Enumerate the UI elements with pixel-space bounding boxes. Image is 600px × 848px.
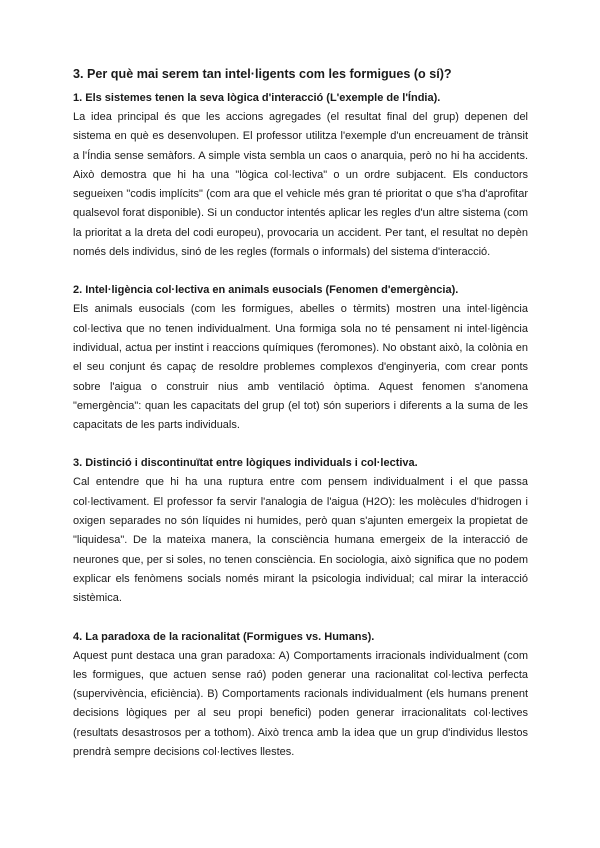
section-4 [73, 628, 528, 763]
section-2 [73, 281, 528, 435]
section-body: Cal entendre que hi ha una ruptura entre com pensem individualment i el que passa col·lectivament. El professor fa servir l'analogia de l'aigua (H2O): les molècules d'hidrogen i oxigen separades no són líquides ni humides, però quan s'ajunten emergeix la propietat de "liquidesa". De la mateixa manera, la consciència humana emergeix de la interacció de neurones que, per si soles, no tenen consciència. En sociologia, això significa que no podem explicar els fenòmens socials només mirant la psicologia individual; cal mirar la interacció sistèmica. [73, 476, 528, 605]
section-body: Els animals eusocials (com les formigues, abelles o tèrmits) mostren una intel·ligència col·lectiva que no tenen individualment. Una formiga sola no té pensament ni intel·ligència individual, actua per instint i reaccions químiques (feromones). No obstant això, la colònia en el seu conjunt és capaç de resoldre problemes complexos d'enginyeria, com crear ponts sobre l'aigua o construir nius amb ventilació òptima. Aquest fenomen s'anomena "emergència": quan les capacitats del grup (el tot) són superiors i diferents a la suma de les capacitats de les parts individuals. [73, 303, 528, 432]
section-heading: 2. Intel·ligència col·lectiva en animals eusocials (Fenomen d'emergència). [73, 284, 459, 297]
section-body: La idea principal és que les accions agregades (el resultat final del grup) depenen del sistema en què es desenvolupen. El professor utilitza l'exemple d'un encreuament de trànsit a l'Índia sense semàfors. A simple vista sembla un caos o anarquia, però no hi ha accidents. Això demostra que hi ha una "lògica col·lectiva" o un ordre subjacent. Els conductors segueixen "codis implícits" (com ara que el vehicle més gran té prioritat o que s'ha d'aprofitar qualsevol forat disponible). Si un conductor intentés aplicar les regles d'un altre sistema (com la prioritat a la dreta del codi europeu), provocaria un accident. Per tant, el resultat no depèn només dels individus, sinó de les regles (formals o informals) del sistema d'interacció. [73, 111, 528, 259]
page-title: 3. Per què mai serem tan intel·ligents com les formigues (o sí)? [73, 67, 452, 81]
section-body: Aquest punt destaca una gran paradoxa: A) Comportaments irracionals individualment (com les formigues, que actuen sense raó) poden generar una racionalitat col·lectiva perfecta (supervivència, eficiència). B) Comportaments racionals individualment (els humans prenent decisions lògiques per al seu propi benefici) poden generar irracionalitats col·lectives (resultats desastrosos per a tothom). Això trenca amb la idea que un grup d'individus llestos prendrà sempre decisions col·lectives llestes. [73, 649, 528, 759]
section-heading: 4. La paradoxa de la racionalitat (Formigues vs. Humans). [73, 630, 375, 643]
section-heading: 1. Els sistemes tenen la seva lògica d'interacció (L'exemple de l'Índia). [73, 92, 441, 104]
section-3 [73, 454, 528, 608]
document-content [73, 66, 528, 762]
section-heading: 3. Distinció i discontinuïtat entre lògiques individuals i col·lectiva. [73, 457, 418, 470]
section-1 [73, 89, 528, 262]
